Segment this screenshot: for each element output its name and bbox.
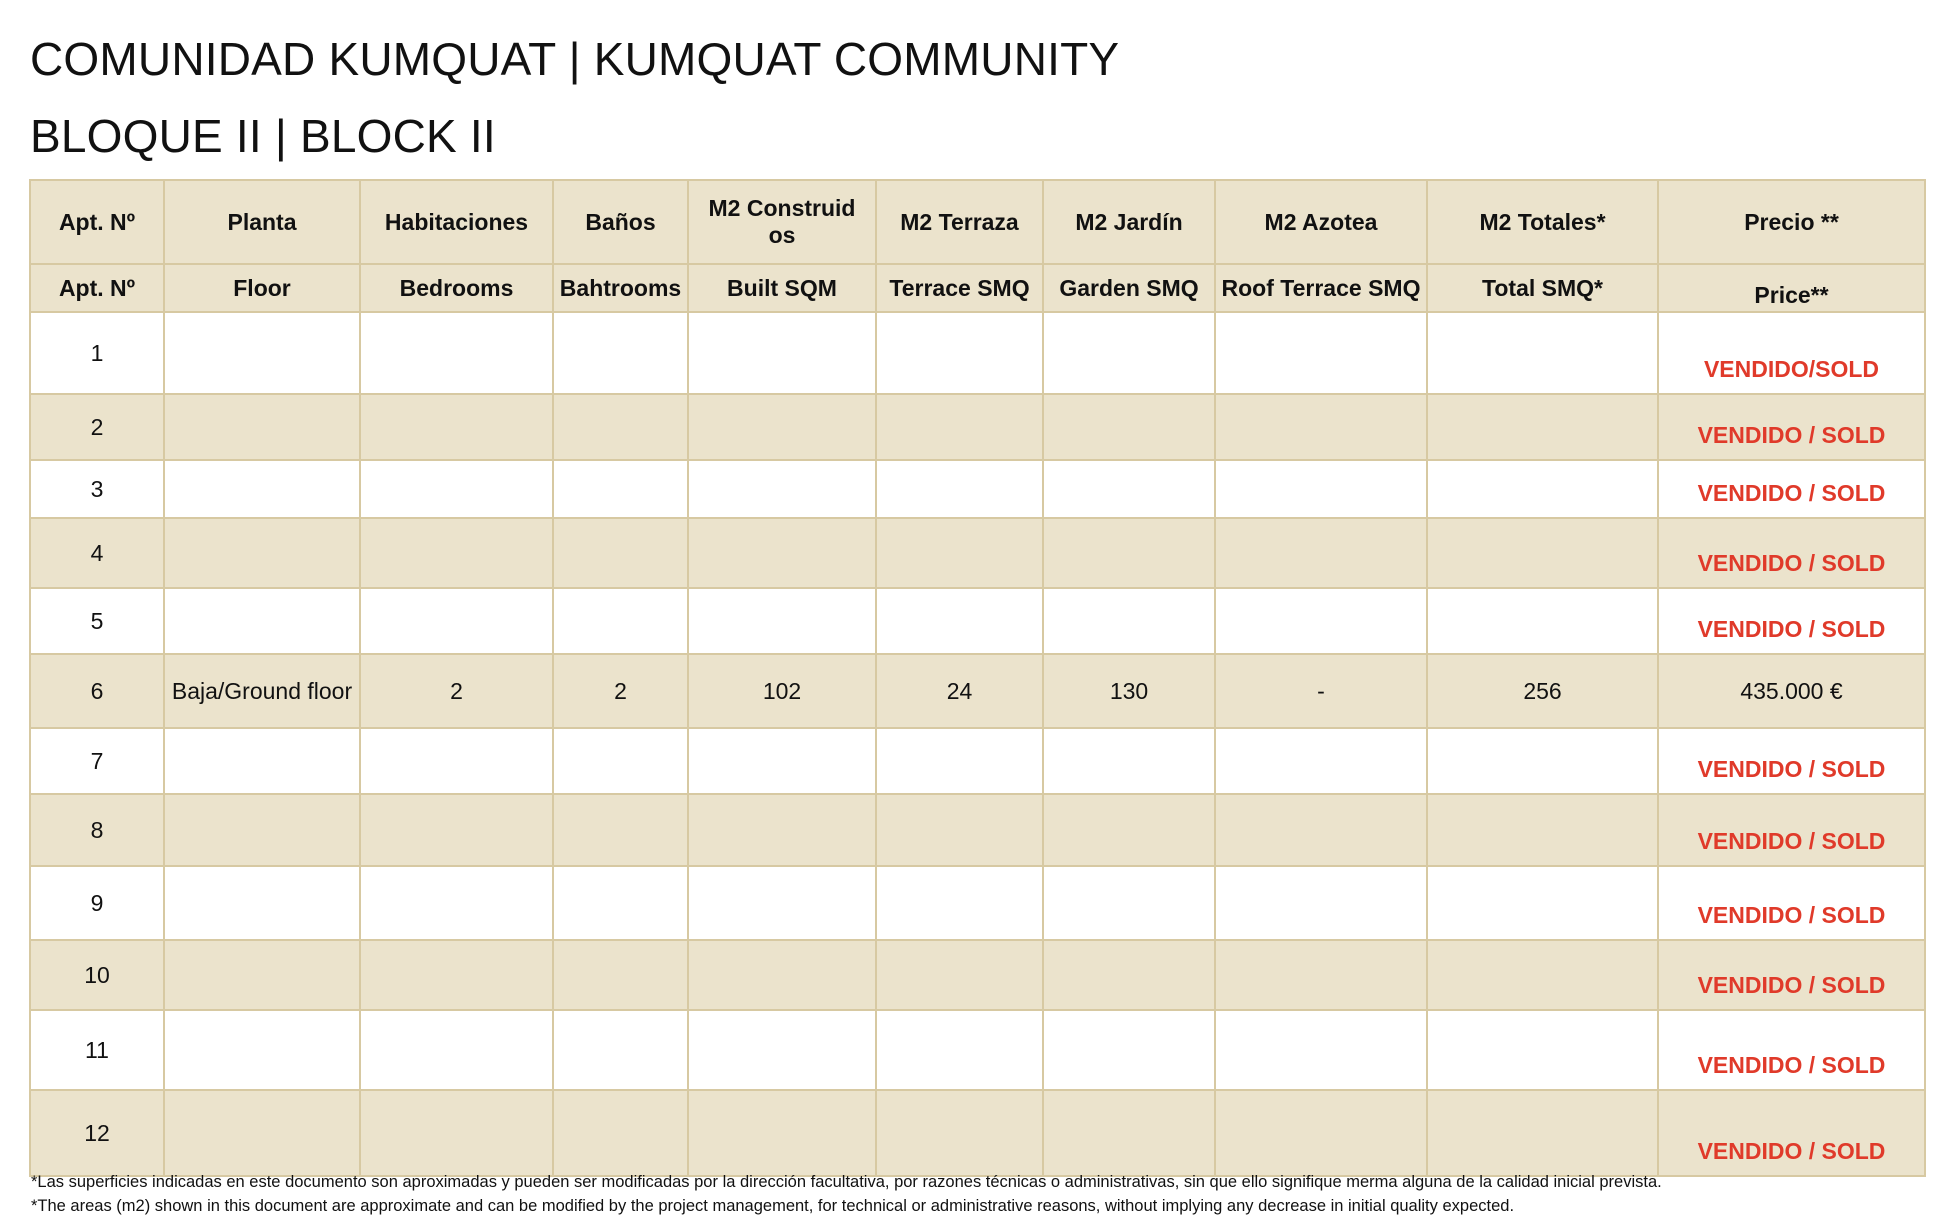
cell-garden [1043, 728, 1215, 794]
table-row [30, 940, 1925, 1010]
cell-price: VENDIDO / SOLD [1658, 394, 1925, 460]
cell-roof [1215, 588, 1427, 654]
cell-terrace [876, 728, 1043, 794]
cell-garden [1043, 394, 1215, 460]
cell-price: VENDIDO / SOLD [1658, 1010, 1925, 1090]
cell-apt: 10 [30, 940, 164, 1010]
cell-price: VENDIDO / SOLD [1658, 940, 1925, 1010]
cell-roof [1215, 866, 1427, 940]
cell-total [1427, 312, 1658, 394]
cell-total [1427, 394, 1658, 460]
page-subtitle-block: BLOQUE II | BLOCK II [30, 110, 496, 162]
table-row [30, 794, 1925, 866]
cell-garden [1043, 1090, 1215, 1176]
cell-bathrooms [553, 518, 688, 588]
cell-bedrooms [360, 940, 553, 1010]
cell-floor [164, 518, 360, 588]
header-total-es: M2 Totales* [1427, 180, 1658, 264]
header-floor-en: Floor [164, 264, 360, 312]
table-row [30, 654, 1925, 728]
cell-garden [1043, 1010, 1215, 1090]
cell-terrace [876, 794, 1043, 866]
cell-total [1427, 1010, 1658, 1090]
cell-bedrooms [360, 866, 553, 940]
footnote-es: *Las superficies indicadas en este documento son aproximadas y pueden ser modificadas por la dirección facultativa, por razones técnicas o administrativas, sin que ello signifique merma alguna de la calidad inicial prevista. [31, 1173, 1662, 1191]
header-bathrooms-es: Baños [553, 180, 688, 264]
cell-terrace [876, 1090, 1043, 1176]
cell-price: VENDIDO / SOLD [1658, 588, 1925, 654]
cell-roof [1215, 794, 1427, 866]
cell-price: VENDIDO / SOLD [1658, 460, 1925, 518]
cell-total [1427, 866, 1658, 940]
cell-apt: 8 [30, 794, 164, 866]
table-row [30, 1090, 1925, 1176]
cell-built [688, 394, 876, 460]
cell-price: VENDIDO / SOLD [1658, 794, 1925, 866]
header-roof-en: Roof Terrace SMQ [1215, 264, 1427, 312]
price-table [29, 179, 1926, 1177]
cell-total [1427, 518, 1658, 588]
cell-total [1427, 940, 1658, 1010]
cell-terrace [876, 460, 1043, 518]
cell-apt: 2 [30, 394, 164, 460]
table-row [30, 1010, 1925, 1090]
cell-roof [1215, 1010, 1427, 1090]
cell-terrace [876, 588, 1043, 654]
cell-apt: 9 [30, 866, 164, 940]
cell-floor [164, 1090, 360, 1176]
cell-bedrooms [360, 518, 553, 588]
cell-roof [1215, 460, 1427, 518]
cell-garden [1043, 518, 1215, 588]
cell-built [688, 588, 876, 654]
cell-terrace [876, 394, 1043, 460]
header-floor-es: Planta [164, 180, 360, 264]
cell-roof [1215, 728, 1427, 794]
cell-total [1427, 1090, 1658, 1176]
cell-bathrooms [553, 866, 688, 940]
cell-garden [1043, 866, 1215, 940]
cell-floor [164, 460, 360, 518]
cell-built [688, 940, 876, 1010]
cell-bathrooms: 2 [553, 654, 688, 728]
cell-built [688, 312, 876, 394]
cell-floor [164, 728, 360, 794]
cell-apt: 6 [30, 654, 164, 728]
cell-garden [1043, 460, 1215, 518]
cell-floor [164, 1010, 360, 1090]
cell-bedrooms [360, 1010, 553, 1090]
header-terrace-en: Terrace SMQ [876, 264, 1043, 312]
cell-roof [1215, 312, 1427, 394]
cell-terrace: 24 [876, 654, 1043, 728]
footnote-en: *The areas (m2) shown in this document are approximate and can be modified by the project management, for technical or administrative reasons, without implying any decrease in initial quality expected. [31, 1197, 1515, 1215]
cell-garden [1043, 312, 1215, 394]
table-row [30, 518, 1925, 588]
header-price-en: Price** [1658, 264, 1925, 312]
cell-price: VENDIDO / SOLD [1658, 866, 1925, 940]
cell-built [688, 460, 876, 518]
cell-floor [164, 394, 360, 460]
cell-terrace [876, 866, 1043, 940]
cell-apt: 5 [30, 588, 164, 654]
cell-bathrooms [553, 588, 688, 654]
table-row [30, 866, 1925, 940]
cell-price: VENDIDO/SOLD [1658, 312, 1925, 394]
cell-terrace [876, 940, 1043, 1010]
cell-apt: 4 [30, 518, 164, 588]
cell-built [688, 1010, 876, 1090]
cell-floor [164, 588, 360, 654]
cell-floor [164, 794, 360, 866]
cell-terrace [876, 518, 1043, 588]
cell-bedrooms: 2 [360, 654, 553, 728]
header-roof-es: M2 Azotea [1215, 180, 1427, 264]
cell-floor: Baja/Ground floor [164, 654, 360, 728]
cell-built [688, 1090, 876, 1176]
cell-bathrooms [553, 312, 688, 394]
header-built-en: Built SQM [688, 264, 876, 312]
cell-floor [164, 866, 360, 940]
cell-built [688, 866, 876, 940]
cell-bathrooms [553, 794, 688, 866]
cell-roof: - [1215, 654, 1427, 728]
cell-floor [164, 312, 360, 394]
cell-roof [1215, 394, 1427, 460]
header-bedrooms-es: Habitaciones [360, 180, 553, 264]
cell-roof [1215, 518, 1427, 588]
cell-built: 102 [688, 654, 876, 728]
header-built-es: M2 Construidos [688, 180, 876, 264]
cell-apt: 12 [30, 1090, 164, 1176]
cell-total: 256 [1427, 654, 1658, 728]
cell-garden [1043, 588, 1215, 654]
table-body [30, 312, 1925, 1176]
cell-total [1427, 588, 1658, 654]
cell-bathrooms [553, 460, 688, 518]
cell-bedrooms [360, 1090, 553, 1176]
cell-price: VENDIDO / SOLD [1658, 1090, 1925, 1176]
cell-total [1427, 460, 1658, 518]
table-row [30, 460, 1925, 518]
cell-bedrooms [360, 794, 553, 866]
table-row [30, 394, 1925, 460]
cell-built [688, 518, 876, 588]
cell-bathrooms [553, 728, 688, 794]
header-garden-en: Garden SMQ [1043, 264, 1215, 312]
cell-bathrooms [553, 1010, 688, 1090]
cell-apt: 3 [30, 460, 164, 518]
header-apt-es: Apt. Nº [30, 180, 164, 264]
cell-bathrooms [553, 394, 688, 460]
cell-apt: 1 [30, 312, 164, 394]
header-garden-es: M2 Jardín [1043, 180, 1215, 264]
header-apt-en: Apt. Nº [30, 264, 164, 312]
cell-bedrooms [360, 588, 553, 654]
cell-bathrooms [553, 940, 688, 1010]
cell-apt: 7 [30, 728, 164, 794]
cell-price: 435.000 € [1658, 654, 1925, 728]
header-bedrooms-en: Bedrooms [360, 264, 553, 312]
header-terrace-es: M2 Terraza [876, 180, 1043, 264]
table-row [30, 588, 1925, 654]
cell-garden [1043, 794, 1215, 866]
header-row-es [30, 180, 1925, 264]
cell-roof [1215, 1090, 1427, 1176]
cell-total [1427, 794, 1658, 866]
header-row-en [30, 264, 1925, 312]
table-row [30, 312, 1925, 394]
cell-terrace [876, 312, 1043, 394]
cell-bedrooms [360, 394, 553, 460]
cell-roof [1215, 940, 1427, 1010]
cell-price: VENDIDO / SOLD [1658, 518, 1925, 588]
cell-total [1427, 728, 1658, 794]
header-price-es: Precio ** [1658, 180, 1925, 264]
cell-garden: 130 [1043, 654, 1215, 728]
table-row [30, 728, 1925, 794]
header-bathrooms-en: Bahtrooms [553, 264, 688, 312]
cell-terrace [876, 1010, 1043, 1090]
cell-bedrooms [360, 460, 553, 518]
cell-bedrooms [360, 312, 553, 394]
cell-garden [1043, 940, 1215, 1010]
page-title: COMUNIDAD KUMQUAT | KUMQUAT COMMUNITY [30, 33, 1120, 85]
header-total-en: Total SMQ* [1427, 264, 1658, 312]
cell-bathrooms [553, 1090, 688, 1176]
cell-floor [164, 940, 360, 1010]
cell-price: VENDIDO / SOLD [1658, 728, 1925, 794]
cell-bedrooms [360, 728, 553, 794]
cell-built [688, 728, 876, 794]
cell-built [688, 794, 876, 866]
cell-apt: 11 [30, 1010, 164, 1090]
